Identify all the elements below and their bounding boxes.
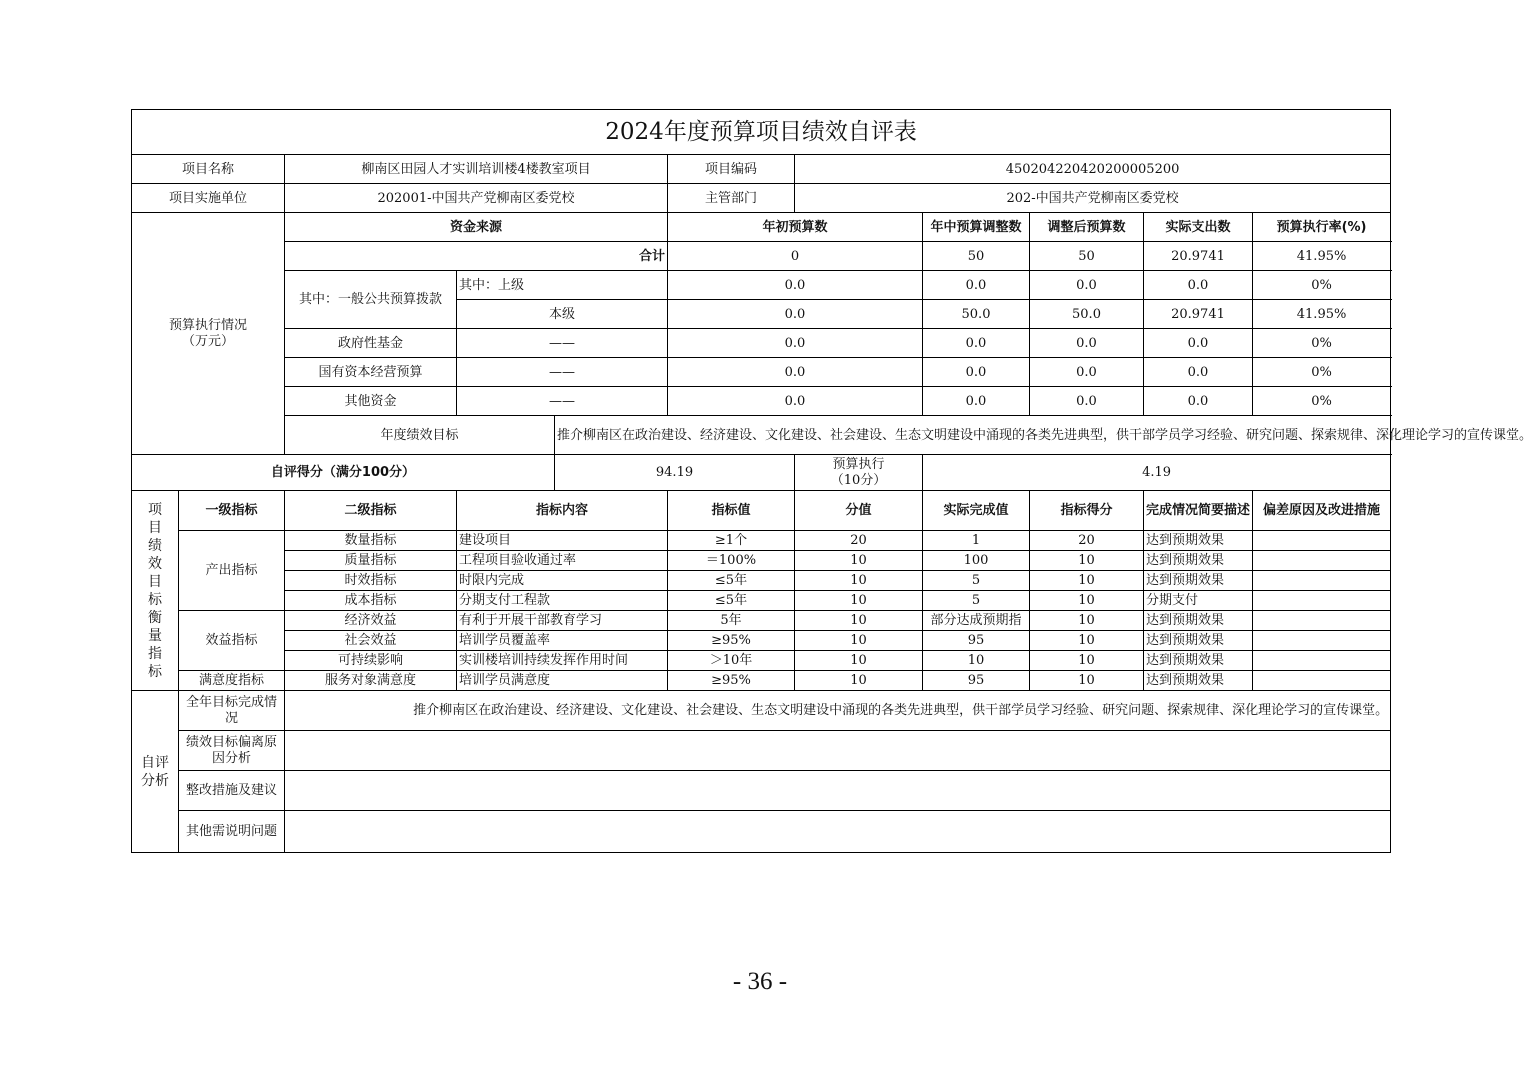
state-capital-dash: —— [457,358,668,387]
indicator-content: 培训学员覆盖率 [457,631,668,651]
group-benefit-label: 效益指标 [179,611,285,671]
indicator-score: 10 [1030,551,1144,571]
budget-total-rate: 41.95% [1253,242,1391,271]
indicator-reason [1253,631,1391,651]
indicator-header-content: 指标内容 [457,491,668,531]
indicator-weight: 10 [795,631,923,651]
indicator-level2: 质量指标 [285,551,457,571]
local-mid-adjust: 50.0 [923,300,1030,329]
upper-initial: 0.0 [668,271,923,300]
indicator-weight: 10 [795,651,923,671]
indicator-actual: 95 [923,631,1030,651]
rectify-text [285,771,1391,811]
gov-fund-initial: 0.0 [668,329,923,358]
indicator-desc: 分期支付 [1144,591,1253,611]
evaluation-table [131,109,1532,853]
implementing-unit-label: 项目实施单位 [132,184,285,213]
self-score-label: 自评得分（满分100分） [132,455,555,491]
indicator-header-level2: 二级指标 [285,491,457,531]
indicator-weight: 20 [795,531,923,551]
indicator-score: 10 [1030,651,1144,671]
budget-header-rate: 预算执行率(%) [1253,213,1391,242]
upper-mid-adjust: 0.0 [923,271,1030,300]
table-row [132,551,1391,571]
indicator-actual: 10 [923,651,1030,671]
indicator-weight: 10 [795,611,923,631]
other-issues-text [285,811,1391,853]
indicator-reason [1253,591,1391,611]
department-label: 主管部门 [668,184,795,213]
indicator-header-score: 指标得分 [1030,491,1144,531]
other-fund-initial: 0.0 [668,387,923,416]
indicator-level2: 数量指标 [285,531,457,551]
indicator-actual: 5 [923,591,1030,611]
indicator-reason [1253,651,1391,671]
indicator-score: 20 [1030,531,1144,551]
self-analysis-label: 自评分析 [132,691,179,853]
indicator-desc: 达到预期效果 [1144,551,1253,571]
budget-header-actual: 实际支出数 [1144,213,1253,242]
upper-level-label: 其中：上级 [457,271,668,300]
upper-adjusted: 0.0 [1030,271,1144,300]
budget-exec-score-label: 预算执行 （10分） [795,455,923,491]
other-fund-adjusted: 0.0 [1030,387,1144,416]
indicator-level2: 社会效益 [285,631,457,651]
state-capital-adjusted: 0.0 [1030,358,1144,387]
indicator-actual: 100 [923,551,1030,571]
department-value: 202-中国共产党柳南区委党校 [795,184,1391,213]
self-score-value: 94.19 [555,455,795,491]
budget-header-initial: 年初预算数 [668,213,923,242]
table-row [132,631,1391,651]
budget-total-adjusted: 50 [1030,242,1144,271]
other-fund-dash: —— [457,387,668,416]
local-actual: 20.9741 [1144,300,1253,329]
gov-fund-mid-adjust: 0.0 [923,329,1030,358]
budget-total-initial: 0 [668,242,923,271]
indicator-desc: 达到预期效果 [1144,631,1253,651]
table-row [132,571,1391,591]
indicator-desc: 达到预期效果 [1144,571,1253,591]
local-rate: 41.95% [1253,300,1391,329]
indicator-header-desc: 完成情况简要描述 [1144,491,1253,531]
indicator-actual: 部分达成预期指 [923,611,1030,631]
indicator-header-weight: 分值 [795,491,923,531]
rectify-label: 整改措施及建议 [179,771,285,811]
table-title: 2024年度预算项目绩效自评表 [132,110,1391,155]
gov-fund-label: 政府性基金 [285,329,457,358]
local-adjusted: 50.0 [1030,300,1144,329]
indicator-target: ≤5年 [668,591,795,611]
indicator-target: 5年 [668,611,795,631]
state-capital-actual: 0.0 [1144,358,1253,387]
indicator-target: ≥95% [668,671,795,691]
indicator-target: ＝100% [668,551,795,571]
indicator-content: 分期支付工程款 [457,591,668,611]
gov-fund-dash: —— [457,329,668,358]
budget-total-mid-adjust: 50 [923,242,1030,271]
indicator-level2: 服务对象满意度 [285,671,457,691]
indicator-content: 实训楼培训持续发挥作用时间 [457,651,668,671]
other-fund-actual: 0.0 [1144,387,1253,416]
indicator-level2: 可持续影响 [285,651,457,671]
indicator-weight: 10 [795,671,923,691]
indicator-desc: 达到预期效果 [1144,611,1253,631]
indicator-level2: 成本指标 [285,591,457,611]
project-name-label: 项目名称 [132,155,285,184]
indicator-reason [1253,571,1391,591]
indicator-target: ≥1个 [668,531,795,551]
state-capital-mid-adjust: 0.0 [923,358,1030,387]
table-row [132,591,1391,611]
indicator-header-actual: 实际完成值 [923,491,1030,531]
indicator-reason [1253,671,1391,691]
other-fund-mid-adjust: 0.0 [923,387,1030,416]
state-capital-rate: 0% [1253,358,1391,387]
table-row [132,651,1391,671]
page-number: - 36 - [732,968,788,995]
indicator-actual: 5 [923,571,1030,591]
indicator-actual: 1 [923,531,1030,551]
indicator-target: ≤5年 [668,571,795,591]
gov-fund-adjusted: 0.0 [1030,329,1144,358]
indicator-target: ＞10年 [668,651,795,671]
indicator-weight: 10 [795,551,923,571]
budget-section-label: 预算执行情况 （万元） [132,213,285,455]
completion-text: 推介柳南区在政治建设、经济建设、文化建设、社会建设、生态文明建设中涌现的各类先进典型，供干部学员学习经验、研究问题、探索规律、深化理论学习的宣传课堂。 [285,691,1391,731]
implementing-unit-value: 202001-中国共产党柳南区委党校 [285,184,668,213]
indicator-content: 工程项目验收通过率 [457,551,668,571]
indicator-score: 10 [1030,571,1144,591]
indicator-level2: 时效指标 [285,571,457,591]
table-row [132,671,1391,691]
indicator-reason [1253,611,1391,631]
indicator-reason [1253,551,1391,571]
general-budget-label: 其中：一般公共预算拨款 [285,271,457,329]
budget-header-source: 资金来源 [285,213,668,242]
table-row [132,611,1391,631]
state-capital-initial: 0.0 [668,358,923,387]
budget-header-adjusted: 调整后预算数 [1030,213,1144,242]
local-level-label: 本级 [457,300,668,329]
indicator-actual: 95 [923,671,1030,691]
deviation-label: 绩效目标偏离原因分析 [179,731,285,771]
indicator-desc: 达到预期效果 [1144,651,1253,671]
indicator-content: 培训学员满意度 [457,671,668,691]
indicator-weight: 10 [795,591,923,611]
indicator-content: 有利于开展干部教育学习 [457,611,668,631]
local-initial: 0.0 [668,300,923,329]
indicator-content: 时限内完成 [457,571,668,591]
completion-label: 全年目标完成情况 [179,691,285,731]
indicator-score: 10 [1030,591,1144,611]
indicator-level2: 经济效益 [285,611,457,631]
gov-fund-actual: 0.0 [1144,329,1253,358]
indicator-score: 10 [1030,611,1144,631]
state-capital-label: 国有资本经营预算 [285,358,457,387]
indicator-desc: 达到预期效果 [1144,531,1253,551]
indicator-header-level1: 一级指标 [179,491,285,531]
indicator-content: 建设项目 [457,531,668,551]
budget-header-mid-adjust: 年中预算调整数 [923,213,1030,242]
indicator-reason [1253,531,1391,551]
table-row [132,531,1391,551]
budget-total-actual: 20.9741 [1144,242,1253,271]
upper-rate: 0% [1253,271,1391,300]
deviation-text [285,731,1391,771]
project-name-value: 柳南区田园人才实训培训楼4楼教室项目 [285,155,668,184]
project-code-value: 450204220420200005200 [795,155,1391,184]
annual-goal-text: 推介柳南区在政治建设、经济建设、文化建设、社会建设、生态文明建设中涌现的各类先进典型，供干部学员学习经验、研究问题、探索规律、深化理论学习的宣传课堂。 [555,416,1391,455]
group-output-label: 产出指标 [179,531,285,611]
indicator-weight: 10 [795,571,923,591]
indicator-header-reason: 偏差原因及改进措施 [1253,491,1391,531]
other-fund-rate: 0% [1253,387,1391,416]
other-issues-label: 其他需说明问题 [179,811,285,853]
indicator-target: ≥95% [668,631,795,651]
other-fund-label: 其他资金 [285,387,457,416]
indicator-section-label: 项目绩效目标衡量指标 [132,491,179,691]
upper-actual: 0.0 [1144,271,1253,300]
performance-evaluation-sheet [131,109,1532,848]
indicator-desc: 达到预期效果 [1144,671,1253,691]
project-code-label: 项目编码 [668,155,795,184]
gov-fund-rate: 0% [1253,329,1391,358]
indicator-header-target: 指标值 [668,491,795,531]
group-satisfaction-label: 满意度指标 [179,671,285,691]
budget-exec-score-value: 4.19 [923,455,1391,491]
budget-total-label: 合计 [285,242,668,271]
indicator-score: 10 [1030,671,1144,691]
annual-goal-label: 年度绩效目标 [285,416,555,455]
indicator-score: 10 [1030,631,1144,651]
